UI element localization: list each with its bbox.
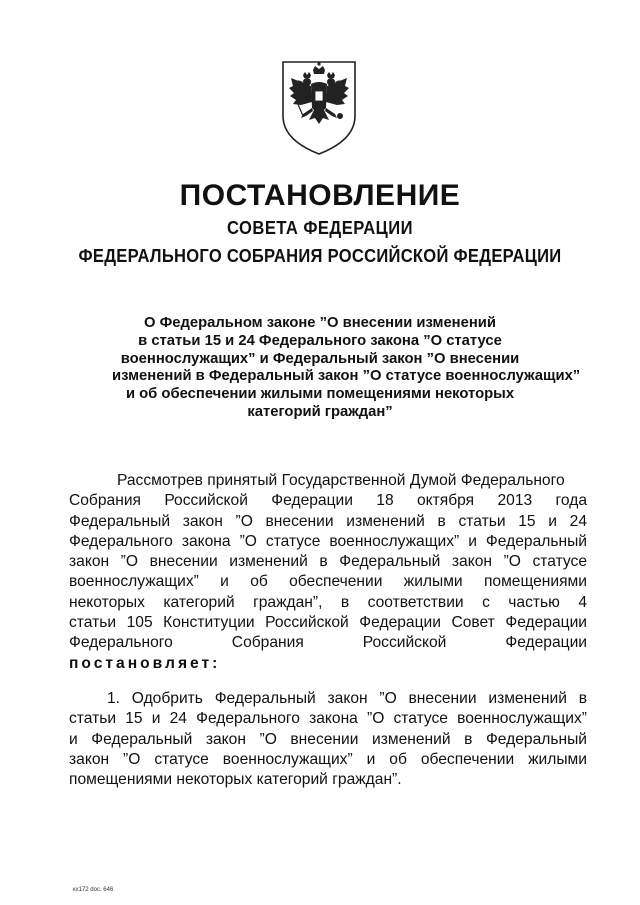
paragraph-line: статьи 15 и 24 Федерального закона ”О статусе военнослужащих” [69,710,587,728]
document-footer-code: кх172 doc. 646 [73,887,114,893]
paragraph-line: Федерального Собрания Российской Федерации [69,634,587,652]
resolves-word: постановляет: [69,654,221,672]
coat-of-arms-emblem [279,58,359,158]
paragraph-line: Федеральный закон ”О внесении изменений в статьи 15 и 24 [69,512,587,530]
paragraph-line: 1. Одобрить Федеральный закон ”О внесении изменений в [107,690,587,707]
issuer-line-2: ФЕДЕРАЛЬНОГО СОБРАНИЯ РОССИЙСКОЙ ФЕДЕРАЦИИ [78,246,562,266]
paragraph-line: закон ”О внесении изменений в Федеральный закон ”О статусе [69,553,587,571]
paragraph-line: Собрания Российской Федерации 18 октября 2013 года [69,492,587,510]
clause-1-paragraph [69,689,587,790]
paragraph-line: статьи 105 Конституции Российской Федерации Совет Федерации [69,614,587,632]
preamble-paragraph [69,471,587,674]
heading-line: военнослужащих” и Федеральный закон ”О внесении [120,350,520,367]
paragraph-line: и Федеральный закон ”О внесении изменений в Федеральный [69,730,587,748]
heading-line: и об обеспечении жилыми помещениями некоторых [125,386,515,403]
paragraph-line: военнослужащих” и об обеспечении жилыми помещениями [69,573,587,591]
double-headed-eagle-icon [279,58,359,158]
heading-line: в статьи 15 и 24 Федерального закона ”О статусе [138,332,502,349]
paragraph-line: закон ”О статусе военнослужащих” и об обеспечении жилыми [69,750,587,768]
issuer-line-1: СОВЕТА ФЕДЕРАЦИИ [227,218,413,238]
paragraph-line: Федерального закона ”О статусе военнослужащих” и Федеральный [69,532,587,550]
heading-line: изменений в Федеральный закон ”О статусе военнослужащих” [112,368,581,385]
paragraph-line: некоторых категорий граждан”, в соответствии с частью 4 [69,593,587,611]
paragraph-line: Рассмотрев принятый Государственной Думой Федерального [117,472,565,489]
heading-line: О Федеральном законе ”О внесении изменений [144,315,496,331]
heading-line: категорий граждан” [247,403,393,420]
document-title: ПОСТАНОВЛЕНИЕ [179,179,461,212]
paragraph-line: помещениями некоторых категорий граждан”. [69,771,402,789]
document-heading [112,315,581,422]
